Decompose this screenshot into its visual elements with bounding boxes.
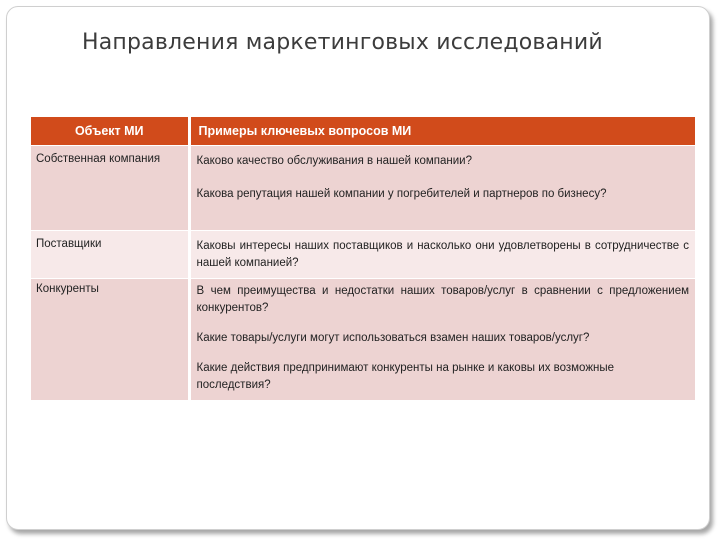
slide-title: Направления маркетинговых исследований [82,30,603,55]
question-text: В чем преимущества и недостатки наших товаров/услуг в сравнении с предложением конкурентов? [196,285,689,314]
row-object-label: Собственная компания [36,153,161,165]
row-object-cell [31,279,189,401]
row-object-label: Поставщики [36,238,102,250]
table-row [31,231,695,279]
row-questions-cell [189,231,695,279]
table-header-row [31,117,695,146]
row-object-cell [31,231,189,279]
row-object-cell [31,146,189,231]
research-directions-table [31,117,695,400]
question-text: Какова репутация нашей компании у погребителей и партнеров по бизнесу? [196,188,607,200]
row-questions-cell [189,279,695,401]
question-text: Каково качество обслуживания в нашей компании? [196,155,472,167]
question-text: Какие товары/услуги могут использоваться взамен наших товаров/услуг? [196,332,590,344]
header-object: Объект МИ [31,117,189,146]
header-questions: Примеры ключевых вопросов МИ [189,117,695,146]
row-object-label: Конкуренты [36,283,99,295]
row-questions-cell [189,146,695,231]
table-row [31,279,695,401]
question-text: Каковы интересы наших поставщиков и насколько они удовлетворены в сотрудничестве с нашей компанией? [196,240,689,269]
table-row [31,146,695,231]
question-text: Какие действия предпринимают конкуренты на рынке и каковы их возможные последствия? [196,362,615,391]
